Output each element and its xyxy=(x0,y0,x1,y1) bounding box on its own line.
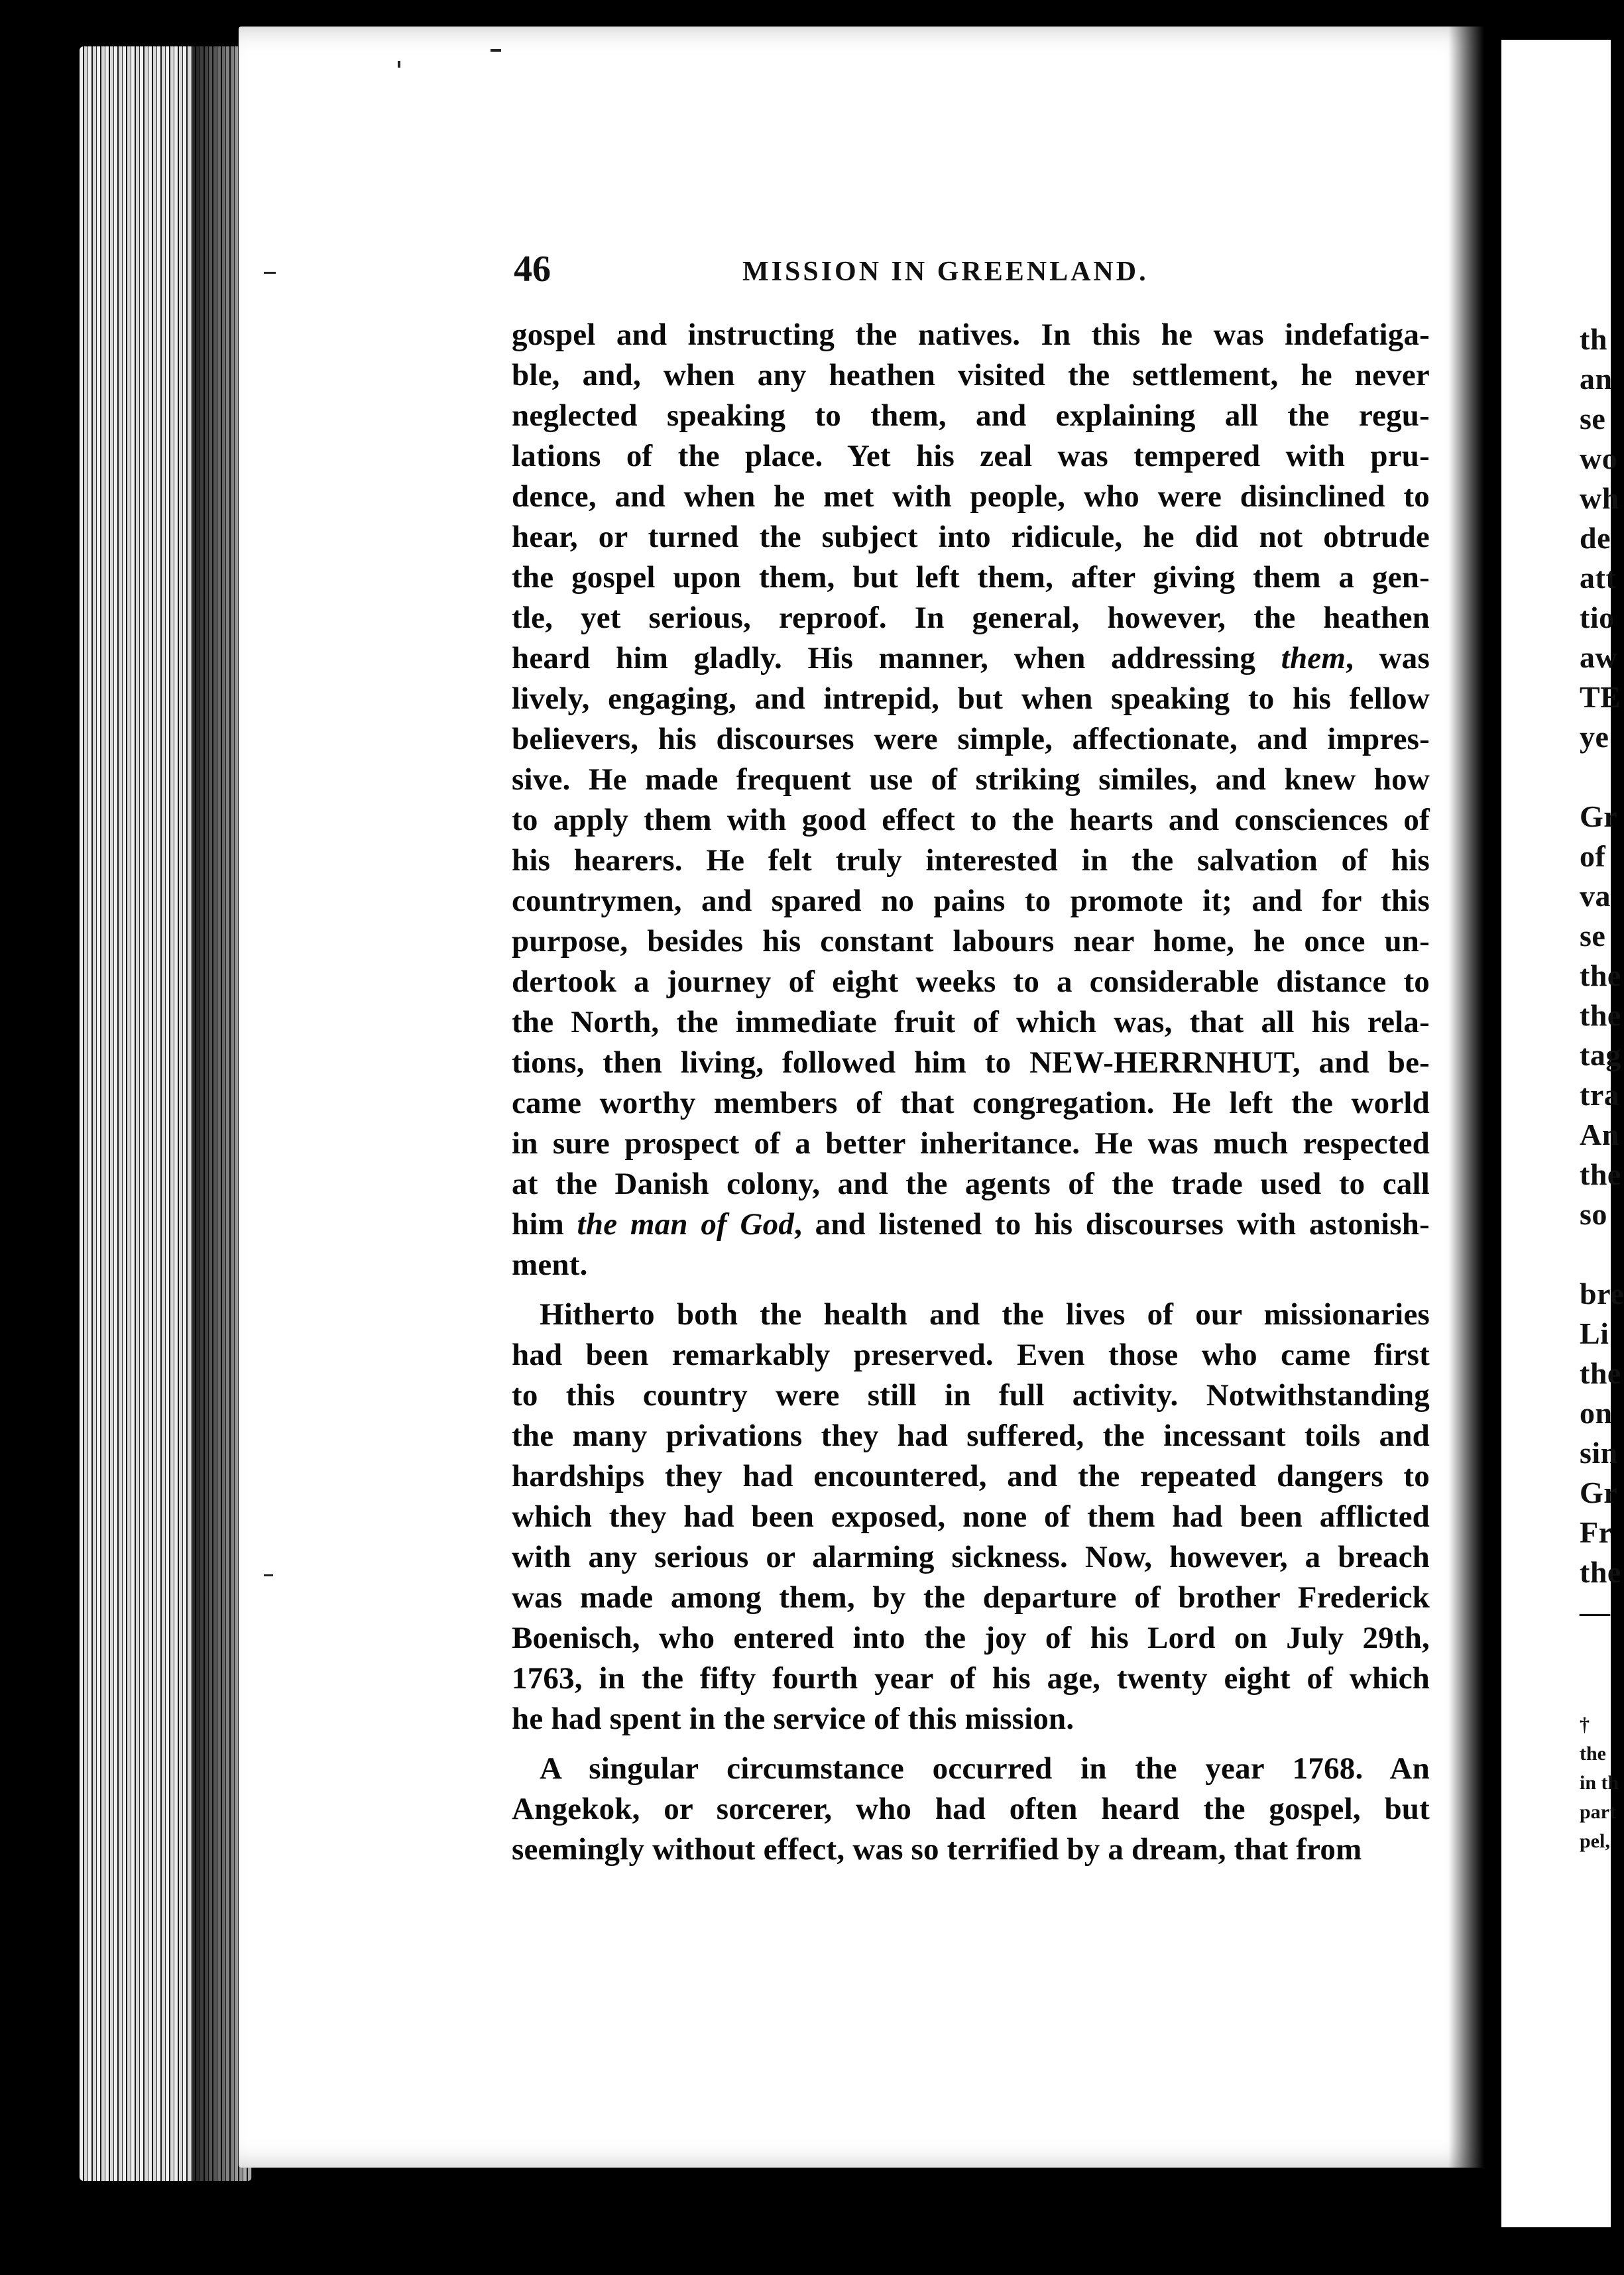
paragraph-gap xyxy=(512,1285,1430,1295)
text-line: tions, then living, followed him to NEW-HERRNHUT, and be- xyxy=(512,1045,1430,1080)
facing-line: att xyxy=(1580,561,1617,595)
text-line: in sure prospect of a better inheritance. He was much respected xyxy=(512,1126,1430,1161)
running-head: MISSION IN GREENLAND. xyxy=(742,257,1149,287)
text-line: gospel and instructing the natives. In this he was indefatiga- xyxy=(512,318,1430,352)
text-line: Boenisch, who entered into the joy of his Lord on July 29th, xyxy=(512,1621,1430,1655)
text-line: lively, engaging, and intrepid, but when speaking to his fellow xyxy=(512,681,1430,716)
scan-speck xyxy=(398,61,400,68)
text-line: the gospel upon them, but left them, after giving them a gen- xyxy=(512,560,1430,595)
facing-line: an xyxy=(1580,362,1613,396)
facing-footnote-line: † xyxy=(1580,1714,1590,1735)
facing-line: Fr xyxy=(1580,1515,1613,1549)
text-line: ble, and, when any heathen visited the settlement, he never xyxy=(512,358,1430,392)
facing-line: — xyxy=(1580,1595,1611,1629)
facing-line: th xyxy=(1580,322,1607,356)
facing-line: tio xyxy=(1580,601,1615,634)
facing-line: de xyxy=(1580,521,1611,555)
text-line: to apply them with good effect to the hearts and consciences of xyxy=(512,803,1430,837)
facing-footnote-line: the xyxy=(1580,1743,1606,1765)
facing-line: Gr xyxy=(1580,1476,1618,1509)
facing-line: sin xyxy=(1580,1436,1618,1470)
gutter-shadow xyxy=(1448,27,1508,2181)
text-line: he had spent in the service of this mission. xyxy=(512,1702,1074,1736)
text-line: 1763, in the fifty fourth year of his age, twenty eight of which xyxy=(512,1661,1430,1696)
facing-page-fragment xyxy=(1501,40,1624,2227)
text-line: hear, or turned the subject into ridicule, he did not obtrude xyxy=(512,520,1430,554)
facing-line: the xyxy=(1580,1555,1621,1589)
facing-line: bre xyxy=(1580,1277,1624,1311)
facing-line: aw xyxy=(1580,640,1618,674)
facing-line: tag xyxy=(1580,1038,1621,1072)
text-line: neglected speaking to them, and explaining all the regu- xyxy=(512,398,1430,433)
text-line: Hitherto both the health and the lives of our missionaries xyxy=(540,1297,1430,1332)
facing-line: Li xyxy=(1580,1316,1609,1350)
text-line: countrymen, and spared no pains to promote it; and for this xyxy=(512,884,1430,918)
facing-line: the xyxy=(1580,998,1621,1032)
facing-line: wh xyxy=(1580,481,1619,515)
text-line: sive. He made frequent use of striking similes, and knew how xyxy=(512,762,1430,797)
facing-line: ye xyxy=(1580,720,1609,754)
facing-line: the xyxy=(1580,1157,1621,1191)
text-line: tle, yet serious, reproof. In general, however, the heathen xyxy=(512,601,1430,635)
facing-line: An xyxy=(1580,1118,1619,1151)
facing-line: se xyxy=(1580,919,1606,953)
text-line: the many privations they had suffered, the incessant toils and xyxy=(512,1419,1430,1453)
text-line: the North, the immediate fruit of which was, that all his rela- xyxy=(512,1005,1430,1039)
facing-line: the xyxy=(1580,1356,1621,1390)
text-line: purpose, besides his constant labours near home, he once un- xyxy=(512,924,1430,959)
text-line: A singular circumstance occurred in the year 1768. An xyxy=(540,1751,1430,1786)
text-line: which they had been exposed, none of them had been afflicted xyxy=(512,1499,1430,1534)
facing-line: so xyxy=(1580,1197,1607,1231)
scan-speck xyxy=(491,49,501,52)
text-line: seemingly without effect, was so terrified by a dream, that from xyxy=(512,1832,1362,1867)
facing-footnote-line: pel, xyxy=(1580,1830,1610,1852)
scan-speck xyxy=(264,1574,273,1576)
text-line: believers, his discourses were simple, affectionate, and impres- xyxy=(512,722,1430,756)
facing-line: va xyxy=(1580,879,1611,913)
text-line: Angekok, or sorcerer, who had often heard the gospel, but xyxy=(512,1792,1430,1826)
text-line: was made among them, by the departure of brother Frederick xyxy=(512,1580,1430,1615)
facing-line: the xyxy=(1580,959,1621,992)
text-line: heard him gladly. His manner, when addressing them, was xyxy=(512,641,1430,675)
facing-footnote-line: part xyxy=(1580,1801,1616,1823)
text-line: had been remarkably preserved. Even those who came first xyxy=(512,1338,1430,1372)
scan-speck xyxy=(264,272,276,274)
paragraph-gap xyxy=(512,1739,1430,1749)
body-text xyxy=(512,315,1430,1870)
text-line: hardships they had encountered, and the repeated dangers to xyxy=(512,1459,1430,1493)
text-line: him the man of God, and listened to his discourses with astonish- xyxy=(512,1207,1430,1242)
page-number: 46 xyxy=(514,249,551,290)
text-line: his hearers. He felt truly interested in the salvation of his xyxy=(512,843,1430,878)
facing-line: se xyxy=(1580,402,1606,436)
facing-line: on xyxy=(1580,1396,1613,1430)
facing-line: tra xyxy=(1580,1078,1620,1112)
text-line: with any serious or alarming sickness. Now, however, a breach xyxy=(512,1540,1430,1574)
text-line: lations of the place. Yet his zeal was tempered with pru- xyxy=(512,439,1430,473)
facing-footnote-line: in th xyxy=(1580,1772,1619,1794)
text-line: ment. xyxy=(512,1248,588,1282)
facing-line: TE xyxy=(1580,680,1621,714)
text-line: came worthy members of that congregation. He left the world xyxy=(512,1086,1430,1120)
facing-line: wo xyxy=(1580,441,1618,475)
facing-line: Gr xyxy=(1580,799,1618,833)
page-header xyxy=(514,249,1428,292)
text-line: dertook a journey of eight weeks to a considerable distance to xyxy=(512,964,1430,999)
text-line: dence, and when he met with people, who were disinclined to xyxy=(512,479,1430,514)
text-line: to this country were still in full activity. Notwithstanding xyxy=(512,1378,1430,1413)
facing-line: of xyxy=(1580,839,1606,873)
text-line: at the Danish colony, and the agents of the trade used to call xyxy=(512,1167,1430,1201)
